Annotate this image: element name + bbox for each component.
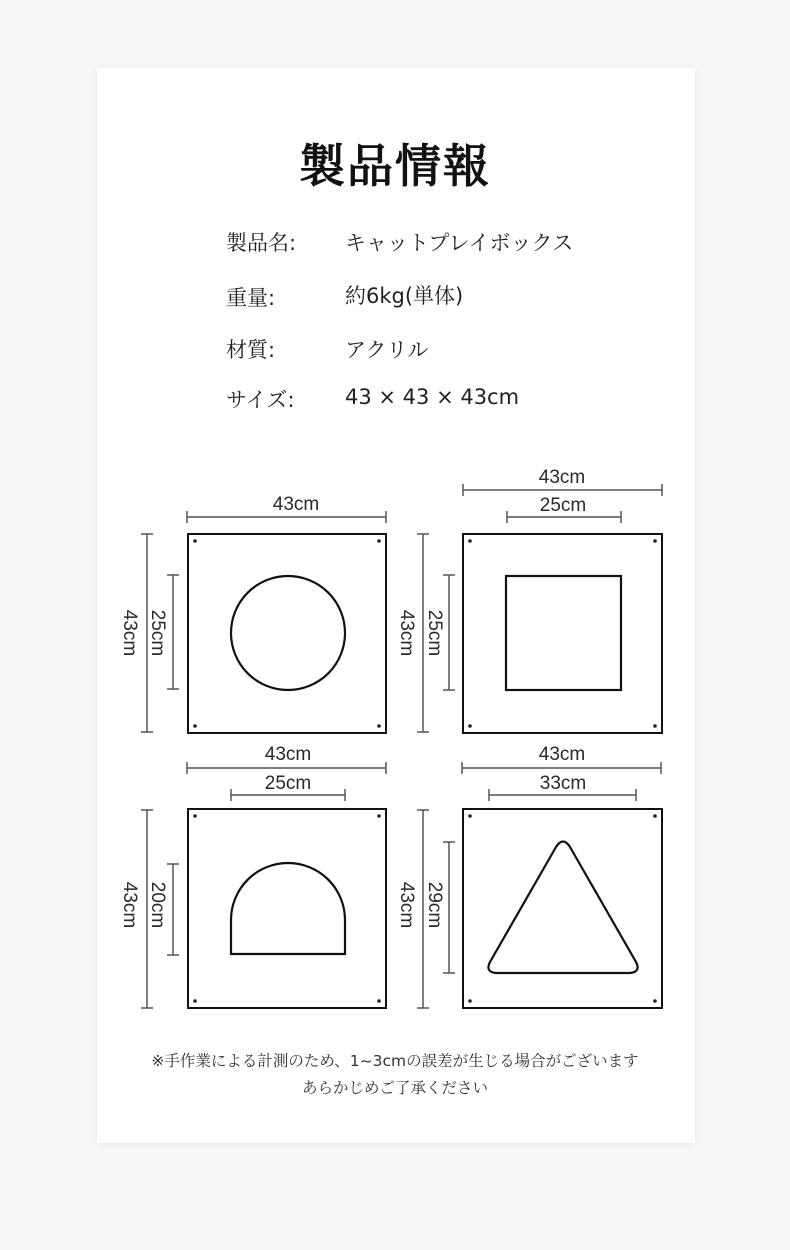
panel2-height-label: 43cm [396,609,417,657]
panel-triangle [463,809,662,1008]
panel4-inner-height-label: 29cm [424,881,445,929]
panel2-inner-height-label: 25cm [424,609,445,657]
measurement-note: ※手作業による計測のため、1~3cmの誤差が生じる場合がございます [151,1052,639,1070]
panel2-width-label: 43cm [538,467,586,488]
page-title: 製品情報 [299,139,491,193]
panel-circle [188,534,386,733]
panel1-height-label: 43cm [119,609,140,657]
panel2-inner-width-label: 25cm [539,495,587,516]
spec-value-material: アクリル [345,338,429,362]
panel4-height-label: 43cm [396,881,417,929]
spec-value-size: 43 × 43 × 43cm [345,385,520,409]
panel-square [463,534,662,733]
spec-label-size: サイズ: [226,388,295,412]
spec-label-weight: 重量: [226,286,276,310]
spec-value-name: キャットプレイボックス [345,231,574,255]
panel1-inner-height-label: 25cm [147,609,168,657]
panel-arch [188,809,386,1008]
panel3-width-label: 43cm [264,744,312,765]
panel4-width-label: 43cm [538,744,586,765]
panel3-height-label: 43cm [119,881,140,929]
spec-label-name: 製品名: [226,231,297,255]
panel1-width-label: 43cm [272,494,320,515]
spec-value-weight: 約6kg(単体) [345,284,464,308]
measurement-note-2: あらかじめご了承ください [301,1079,488,1097]
panel4-inner-width-label: 33cm [539,773,587,794]
panel3-inner-width-label: 25cm [264,773,312,794]
spec-label-material: 材質: [226,338,276,362]
panel3-inner-height-label: 20cm [147,881,168,929]
